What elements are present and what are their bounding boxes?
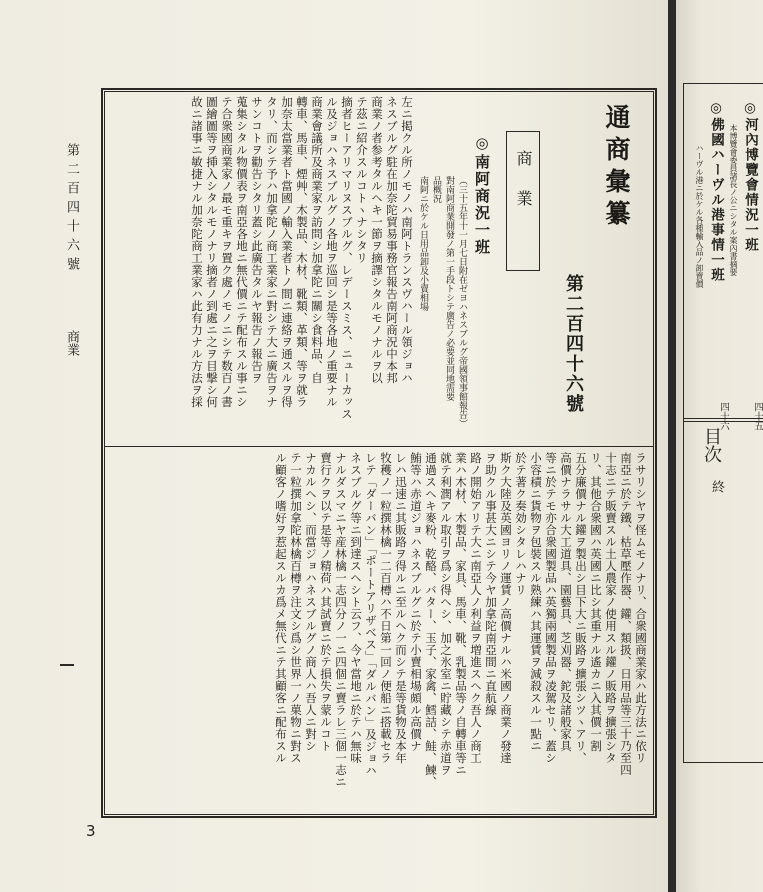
margin-section-label: 商業 — [64, 330, 79, 356]
text-line: 十志ニテ販賣スル土人農家ノ使用スル鑵ノ販路ヲ擴張シタ — [604, 452, 618, 764]
toc-page-number: 四十六 — [718, 402, 729, 431]
meta-line: 品概況 — [431, 176, 441, 203]
margin-issue-label: 第二百四十六號 — [64, 143, 79, 276]
text-line: 五分廉價ナル鑵ヲ製出シ目下大ニ販路ヲ擴張シツヽアリ、 — [574, 452, 588, 764]
text-line: 圖繪圖等ヲ挿入シタルモノナリ摘者ノ到處ニ之ヲ目撃シ何 — [205, 96, 219, 408]
text-line: 於テ著ク奏効シタレハナリ — [514, 452, 528, 596]
text-line: ラサリシヤヲ怪ムモノナリ、合衆國商業家ハ此方法ニ依リ — [634, 452, 648, 764]
toc-item-subtitle: 本博覽會委員諸長ノ公ニシタル案內書摘要 — [729, 124, 738, 276]
text-line: 蒐集シタル物價表ヲ南亞各地ニ無代價ニテ配布スル事ニシ — [235, 96, 249, 408]
section-divider — [104, 446, 654, 447]
text-line: 賣行クヲ以テ是等ノ精荷ハ其試賣ニ於テ損失ヲ蒙ルコト — [319, 452, 333, 752]
text-line: 等ニ於テモ亦合衆國製品ハ英獨兩國製品ヲ凌駕セリ、蓋シ — [544, 452, 558, 764]
text-line: 南亞ニ於テ鐵、枯草壓作器、鑵、類扱、日用品等三十乃至四 — [619, 452, 633, 776]
text-line: テ合衆國商業家ノ最モ重キヲ置ク處ノモノニシテ数百ノ書 — [220, 96, 234, 408]
meta-line: （三十五年十一月七日附在ゼヨハネスブルグ帝國領事館報告） — [457, 176, 467, 428]
text-line: ナカルヘシ、而當ジョハネスブルグノ商人ハ吾人ニ對シ — [304, 452, 318, 752]
text-line: 斯ク大陸及英國ヨリノ運賃ノ高價ナルハ米國ノ商業ノ發達 — [499, 452, 513, 764]
meta-line: 南阿ニ於ケル日用品卸及小賣相場 — [418, 176, 428, 311]
text-line: ル顧客ノ嗜好ヲ惹起スルカ爲メ無代ニテ其顧客ニ配布スル — [274, 452, 288, 764]
text-line: 鮪等ハ赤道ジョハネスブルグニ於テ小賣相場頗ル高價ナ — [409, 452, 423, 752]
magazine-title: 通商彙纂 — [602, 104, 631, 232]
text-line: 摘者ヒーアリマリヌスブルグ、レデースミス、ニューカッス — [340, 96, 354, 420]
text-line: 路ノ開始アリテ大ニ南亞人ノ利益ヲ増進スヘク吾人ノ商工 — [469, 452, 483, 764]
toc-page-number: 四十五 — [752, 402, 763, 431]
text-line: 加奈太當業者ト當國ノ輸入業者トノ間ニ連絡ヲ通スルヲ得 — [280, 96, 294, 408]
toc-heading-end: 終 — [709, 480, 724, 496]
text-line: ネスブルグ駐在加奈陀貿易事務官報告南阿商況中本邦 — [385, 96, 399, 384]
toc-item-subtitle: ハーヴル港ニ於ケル各種輸入品ノ卸賣價 — [695, 144, 704, 288]
text-line: 就テ利潤アル取引ヲ爲シ得ヘシ、加之氷室ニ貯藏シテ赤道ヲ — [439, 452, 453, 776]
category-label: 商業 — [514, 150, 533, 230]
text-line: 轉車、馬車、煙艸、木製品、木材、靴類、革類、等ヲ就ラ — [295, 96, 309, 408]
text-line: 左ニ掲クル所ノモノハ南阿トランスヴハール領ジョハ — [400, 96, 414, 384]
text-line: ネスブルグ等ニ到達スヘシト云フ、今ヤ當地ニ於テハ無味 — [349, 452, 363, 764]
margin-tick-mark — [60, 664, 74, 666]
text-line: テ一粒撰加拿陀林檎百樽ヲ注文シ爲シ世界一ノ菓物ニ對ス — [289, 452, 303, 764]
meta-line: 對南阿商業開發ノ第一手段トシテ廣告ノ必要並同地需要 — [444, 176, 454, 401]
text-line: 高價ナラサル大工道具、園藝具、芝刈器、鉈及諸般家具 — [559, 452, 573, 752]
text-line: ヲ助クル事甚大ニシテ今ヤ加拿陀南亞間ニ直航線 — [484, 452, 498, 716]
toc-item-title: ◎河內博覽會情況一班 — [742, 100, 758, 253]
article-title: ◎南阿商況一班 — [473, 134, 491, 256]
upper-body-text — [110, 96, 414, 440]
article-meta — [418, 176, 468, 428]
text-line: 商業ノ者参考タルヘキ一節ヲ摘譯シタルモノナルヲ以 — [370, 96, 384, 384]
text-line: 牧穫ノ一粒撰林檎一二百樽ハ不日第一回ノ便船ニ搭載セラ — [379, 452, 393, 764]
page-number: 3 — [86, 822, 96, 840]
text-line: 商業會議所及商業家ヲ訪問シ加拿陀ニ關シ食料品、自 — [310, 96, 324, 384]
text-line: ナルダスマニヤ産林檎一志四分ノ一ニ四個ニ賣ラレ三個一志ニ — [334, 452, 348, 788]
issue-number: 第二百四十六號 — [563, 274, 584, 414]
lower-body-text — [110, 452, 648, 808]
text-line: 小容積ニ貨物ヲ包裝スル熟練ハ其運賃ヲ減殺スル一點ニ — [529, 452, 543, 752]
text-line: リ、其他合衆國ハ英國ニ比シ其重ナル遙カニ入其價一割 — [589, 452, 603, 752]
text-line: レハ迅速ニ其販路ヲ得ルニ至ルヘク而シテ是等貨物及本年 — [394, 452, 408, 764]
toc-heading: 目次 — [701, 427, 722, 463]
text-line: ル及ジョハネスブルグノ各地ヲ巡回シ是等各地ノ重要ナル — [325, 96, 339, 408]
text-line: 通過スヘキ麥粉、乾酪、バター、玉子、家禽、鱈詰、鮭、鰊、 — [424, 452, 438, 788]
text-line: 業ハ木材、木製品、家具、馬車、靴、乳製品等ノ自轉車等ニ — [454, 452, 468, 776]
text-line: 故ニ諸事ニ敏捷ナル加奈陀商工業家ハ此有力ナル方法ヲ採 — [190, 96, 204, 408]
text-line: レテ「ダーバン」「ポートアリザベス」「ダルバン」及ジョハ — [364, 452, 378, 777]
toc-item-title: ◎佛國ハーヴル港事情一班 — [708, 100, 724, 283]
text-line: タリ、而シテ予ハ加拿陀ノ商工業家ニ對シテ大ニ廣告ヲナ — [265, 96, 279, 408]
text-line: サンコトヲ勸告シタリ蓋シ此廣告タルヤ報告ノ報告ヲ — [250, 96, 264, 384]
text-line: テ茲ニ紹介スルコトヽナシタリ — [355, 96, 369, 264]
